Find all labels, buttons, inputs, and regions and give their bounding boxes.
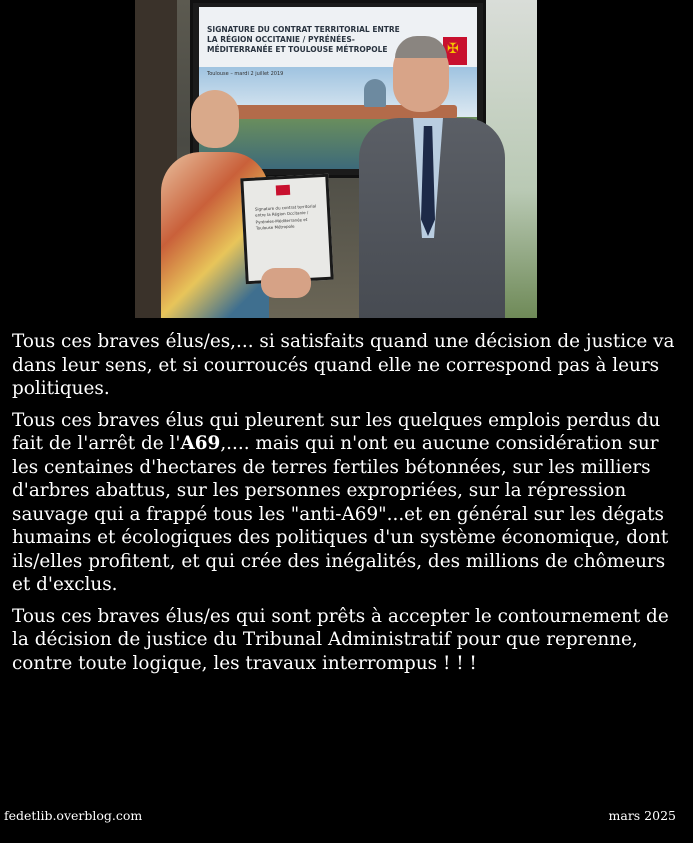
publication-date: mars 2025 bbox=[608, 808, 676, 823]
handshake bbox=[261, 268, 311, 298]
screen-subcaption: Toulouse – mardi 2 juillet 2019 bbox=[207, 71, 284, 77]
paragraph-1: Tous ces braves élus/es,... si satisfaits quand une décision de justice va dans leur sens, et si courroucés quand elle ne correspond pas à leurs politiques. bbox=[12, 331, 675, 399]
certificate-text: Signature du contrat territorial entre la Région Occitanie / Pyrénées-Méditerranée et Toulouse Métropole bbox=[254, 203, 317, 231]
paragraph-2 bbox=[12, 409, 682, 597]
paragraph-3: Tous ces braves élus/es qui sont prêts à accepter le contournement de la décision de justice du Tribunal Administratif pour que reprenne, contre toute logique, les travaux interrompus ! ! ! bbox=[12, 605, 669, 674]
article-photo bbox=[135, 0, 537, 318]
source-credit: fedetlib.overblog.com bbox=[4, 808, 143, 823]
paragraph-2-end: ,.... mais qui n'ont eu aucune considération sur les centaines d'hectares de terres fertiles bétonnées, sur les milliers d'arbres abattus, sur les personnes expropriées, sur la répression sauvage qui a frappé tous les "anti-A69"...et en général sur les dégats humains et écologiques des politiques d'un système économique, dont ils/elles profitent, et qui crée des inégalités, des millions de chômeurs et d'exclus. bbox=[12, 433, 669, 595]
screen-caption: SIGNATURE DU CONTRAT TERRITORIAL ENTRE LA RÉGION OCCITANIE / PYRÉNÉES-MÉDITERRANÉE ET TOULOUSE MÉTROPOLE bbox=[207, 25, 400, 54]
person-right-hair bbox=[395, 36, 447, 58]
person-left-head bbox=[191, 90, 239, 148]
article-body bbox=[12, 330, 682, 683]
certificate-logo-icon bbox=[276, 185, 291, 196]
highway-name: A69 bbox=[180, 433, 221, 454]
person-right bbox=[355, 40, 505, 318]
paragraph-2-start: Tous ces braves élus qui pleurent sur les quelques emplois perdus du fait de l'arrêt de l' bbox=[12, 409, 661, 454]
